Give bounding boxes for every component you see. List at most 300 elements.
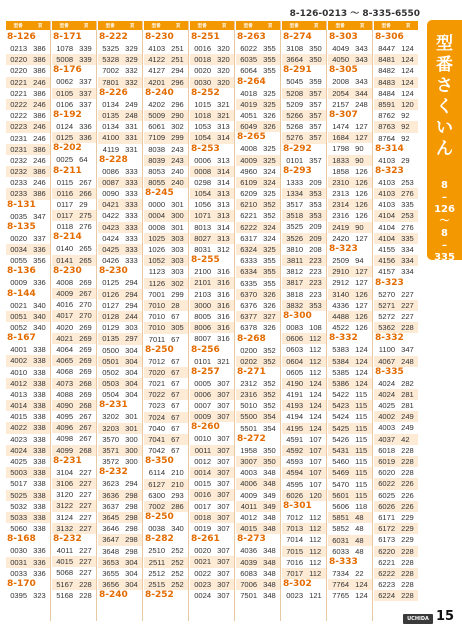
model-number: 2316 xyxy=(332,211,350,221)
page-reference: 313 xyxy=(217,155,230,165)
index-row xyxy=(282,300,326,311)
model-number: 0012 xyxy=(194,456,212,466)
page-reference: 249 xyxy=(401,412,414,422)
page-reference: 338 xyxy=(33,356,46,366)
index-row xyxy=(144,255,188,266)
index-row xyxy=(144,479,188,490)
index-row xyxy=(52,88,96,99)
index-row xyxy=(52,277,96,288)
page-reference: 67 xyxy=(171,435,180,444)
index-row xyxy=(190,210,234,221)
page-reference: 355 xyxy=(263,278,276,288)
model-list xyxy=(144,523,188,534)
page-reference: 357 xyxy=(309,110,322,120)
page-reference: 301 xyxy=(125,423,138,433)
index-row xyxy=(98,188,142,199)
model-number: 8482 xyxy=(378,66,396,76)
index-row xyxy=(52,177,96,188)
column-header-label: 頁 xyxy=(221,22,227,28)
page-reference: 228 xyxy=(401,445,414,455)
model-list xyxy=(6,233,50,267)
page-reference: 275 xyxy=(79,211,92,221)
index-row xyxy=(190,378,234,389)
page-reference: 301 xyxy=(171,222,184,232)
page-reference: 350 xyxy=(309,55,322,65)
index-row xyxy=(374,322,418,333)
page-reference: 333 xyxy=(125,211,138,221)
model-number: 1100 xyxy=(378,345,396,355)
page-reference: 320 xyxy=(217,66,230,76)
index-row xyxy=(374,188,418,199)
index-row xyxy=(282,367,326,378)
page-reference: 307 xyxy=(217,389,230,399)
page-reference: 298 xyxy=(125,546,138,556)
page-reference: 209 xyxy=(309,222,322,232)
page-reference: 338 xyxy=(33,445,46,455)
index-row xyxy=(144,65,188,76)
page-reference: 350 xyxy=(263,457,276,466)
model-number: 4122 xyxy=(148,55,166,65)
model-list xyxy=(282,155,326,166)
model-number: 3104 xyxy=(56,467,74,477)
model-number: 0017 xyxy=(194,501,212,511)
model-list xyxy=(374,177,418,278)
model-number: 4067 xyxy=(378,356,396,366)
model-number: 0231 xyxy=(10,144,28,154)
page-reference: 124 xyxy=(355,356,368,366)
page-reference: 355 xyxy=(263,66,276,76)
index-row xyxy=(236,356,280,367)
index-row xyxy=(98,478,142,489)
model-prefix-heading: 8-126 xyxy=(7,32,36,42)
page-reference: 313 xyxy=(217,122,230,132)
model-number: 4039 xyxy=(240,557,258,567)
page-reference: 269 xyxy=(79,367,92,377)
column-divider xyxy=(142,21,143,621)
model-number: 8762 xyxy=(378,111,396,121)
index-row xyxy=(98,121,142,132)
index-row xyxy=(374,289,418,300)
page-reference: 352 xyxy=(263,211,276,221)
model-number: 4104 xyxy=(378,211,396,221)
column-divider xyxy=(280,21,281,621)
page-reference: 320 xyxy=(217,55,230,65)
model-number: 1054 xyxy=(194,133,212,143)
model-prefix-heading: 8-314 xyxy=(375,143,404,154)
index-row xyxy=(98,144,142,155)
model-number: 8447 xyxy=(378,44,396,53)
index-row xyxy=(52,121,96,132)
model-number: 6376 xyxy=(240,300,258,310)
index-row xyxy=(6,155,50,166)
index-row xyxy=(374,222,418,233)
page-reference: 340 xyxy=(171,524,184,534)
model-number: 5060 xyxy=(10,524,28,534)
model-number: 6209 xyxy=(240,189,258,199)
model-number: 4090 xyxy=(56,400,74,410)
index-row xyxy=(6,557,50,568)
page-reference: 335 xyxy=(401,233,414,243)
model-number: 0019 xyxy=(194,523,212,533)
page-reference: 336 xyxy=(33,278,46,288)
index-row xyxy=(190,556,234,567)
page-reference: 248 xyxy=(355,99,368,109)
model-number: 0124 xyxy=(56,121,74,131)
page-reference: 338 xyxy=(33,423,46,433)
page-reference: 240 xyxy=(171,178,184,188)
model-number: 7765 xyxy=(332,591,350,601)
page-reference: 326 xyxy=(263,323,276,333)
model-number: 4119 xyxy=(102,144,120,154)
index-row xyxy=(144,289,188,300)
page-reference: 324 xyxy=(263,177,276,187)
model-number: 4595 xyxy=(286,479,304,489)
index-row xyxy=(236,378,280,389)
index-row xyxy=(6,411,50,422)
model-prefix-heading: 8-245 xyxy=(145,188,174,199)
page-reference: 334 xyxy=(401,245,414,254)
index-row xyxy=(190,266,234,277)
index-row xyxy=(144,356,188,367)
index-row xyxy=(282,289,326,300)
model-prefix-heading: 8-264 xyxy=(237,76,266,87)
index-row xyxy=(328,501,372,512)
page-reference: 386 xyxy=(33,88,46,98)
page-reference: 249 xyxy=(125,99,138,109)
page-reference: 303 xyxy=(171,233,184,243)
page-reference: 267 xyxy=(79,434,92,444)
index-row xyxy=(144,99,188,110)
model-number: 6300 xyxy=(148,490,166,500)
model-number: 5208 xyxy=(286,88,304,98)
page-reference: 126 xyxy=(355,177,368,187)
page-reference: 334 xyxy=(401,267,414,277)
model-number: 8013 xyxy=(194,222,212,232)
page-reference: 348 xyxy=(263,568,276,578)
model-number: 6026 xyxy=(378,501,396,511)
model-number: 8591 xyxy=(378,99,396,109)
model-number: 0005 xyxy=(194,378,212,388)
index-row xyxy=(236,557,280,568)
index-row xyxy=(328,289,372,300)
model-number: 0083 xyxy=(286,322,304,332)
index-row xyxy=(374,65,418,76)
model-number: 5500 xyxy=(240,412,258,422)
page-reference: 325 xyxy=(263,99,276,109)
page-reference: 294 xyxy=(125,278,138,288)
section-tab-range-part: – xyxy=(442,240,447,251)
column-header xyxy=(98,21,142,30)
index-row xyxy=(98,501,142,512)
model-number: 5426 xyxy=(332,434,350,444)
page-reference: 307 xyxy=(217,523,230,533)
page-reference: 112 xyxy=(309,367,322,377)
index-row xyxy=(282,132,326,143)
index-row xyxy=(282,99,326,110)
model-number: 5386 xyxy=(332,378,350,388)
model-number: 7001 xyxy=(148,289,166,299)
model-number: 0220 xyxy=(10,55,28,65)
model-number: 1333 xyxy=(286,177,304,187)
index-row xyxy=(328,266,372,277)
model-prefix-heading: 8-302 xyxy=(283,579,312,590)
model-number: 0202 xyxy=(240,356,258,366)
index-row xyxy=(282,389,326,400)
index-row xyxy=(328,311,372,322)
page-reference: 293 xyxy=(171,490,184,500)
model-list xyxy=(190,433,234,534)
model-number: 4036 xyxy=(240,546,258,556)
column-header-label: 頁 xyxy=(83,22,89,28)
page-reference: 338 xyxy=(33,479,46,489)
model-number: 6324 xyxy=(240,245,258,254)
index-row xyxy=(98,166,142,177)
page-reference: 48 xyxy=(355,535,364,545)
index-row xyxy=(144,568,188,579)
page-reference: 294 xyxy=(125,479,138,489)
page-reference: 269 xyxy=(79,389,92,399)
model-prefix-heading: 8-214 xyxy=(53,232,82,243)
page-reference: 126 xyxy=(355,166,368,176)
column-header-label: 型番 xyxy=(59,22,69,28)
model-number: 4011 xyxy=(240,501,258,511)
model-number: 7017 xyxy=(286,568,304,578)
model-number: 1054 xyxy=(194,189,212,199)
section-tab xyxy=(427,20,462,263)
index-row xyxy=(144,545,188,556)
page-reference: 338 xyxy=(33,501,46,511)
page-reference: 127 xyxy=(355,278,368,288)
model-list xyxy=(144,356,188,457)
model-prefix-heading: 8-176 xyxy=(53,65,82,76)
model-number: 4008 xyxy=(56,277,74,287)
model-prefix-heading: 8-171 xyxy=(53,32,82,42)
model-number: 6377 xyxy=(240,312,258,322)
model-number: 3518 xyxy=(286,211,304,221)
index-row xyxy=(190,445,234,456)
model-number: 5606 xyxy=(332,501,350,511)
model-number: 7002 xyxy=(148,501,166,511)
page-reference: 352 xyxy=(263,200,276,210)
page-reference: 386 xyxy=(33,44,46,53)
index-row xyxy=(374,546,418,557)
page-reference: 352 xyxy=(263,345,276,355)
model-number: 3817 xyxy=(286,278,304,288)
model-number: 0141 xyxy=(56,255,74,265)
model-number: 7024 xyxy=(148,412,166,422)
page-reference: 268 xyxy=(79,378,92,388)
index-row xyxy=(98,65,142,76)
model-list xyxy=(190,378,234,423)
model-number: 4592 xyxy=(286,446,304,455)
page-reference: 270 xyxy=(79,300,92,310)
model-number: 0501 xyxy=(102,356,120,366)
model-number: 6172 xyxy=(378,524,396,534)
page-reference: 290 xyxy=(171,110,184,120)
column-header-label: 型番 xyxy=(243,22,253,28)
index-row xyxy=(52,310,96,321)
page-reference: 251 xyxy=(171,55,184,65)
index-row xyxy=(236,244,280,255)
page-reference: 353 xyxy=(309,200,322,210)
model-number: 0018 xyxy=(194,512,212,522)
index-row xyxy=(98,423,142,434)
page-reference: 210 xyxy=(171,468,184,478)
model-number: 2054 xyxy=(332,88,350,98)
model-prefix-heading: 8-291 xyxy=(283,65,312,76)
index-row xyxy=(190,400,234,411)
model-number: 4127 xyxy=(148,66,166,76)
index-row xyxy=(52,333,96,344)
model-number: 4012 xyxy=(240,512,258,522)
model-number: 4593 xyxy=(286,457,304,467)
index-row xyxy=(282,490,326,501)
model-prefix-heading: 8-232 xyxy=(99,467,128,478)
model-prefix-heading: 8-232 xyxy=(53,533,82,544)
index-row xyxy=(6,65,50,76)
model-number: 3664 xyxy=(286,55,304,65)
model-list xyxy=(144,467,188,512)
model-number: 0605 xyxy=(286,367,304,377)
model-number: 7040 xyxy=(148,423,166,433)
model-list xyxy=(52,243,96,265)
page-reference: 124 xyxy=(355,367,368,377)
page-reference: 336 xyxy=(33,546,46,556)
model-list xyxy=(98,478,142,590)
page-reference: 316 xyxy=(217,267,230,277)
section-tab-title-char: く xyxy=(436,97,453,117)
index-row xyxy=(282,110,326,121)
page-reference: 329 xyxy=(125,44,138,53)
model-number: 6033 xyxy=(332,546,350,556)
section-tab-range-part: 8 xyxy=(441,180,448,191)
page-reference: 316 xyxy=(217,323,230,333)
index-row xyxy=(328,411,372,422)
model-number: 4024 xyxy=(378,378,396,388)
page-reference: 357 xyxy=(309,122,322,132)
page-reference: 386 xyxy=(33,144,46,154)
model-number: 3646 xyxy=(102,524,120,534)
model-number: 0022 xyxy=(194,568,212,578)
model-number: 0010 xyxy=(194,434,212,444)
page-reference: 343 xyxy=(355,55,368,65)
model-number: 1078 xyxy=(56,44,74,53)
model-number: 0115 xyxy=(56,177,74,187)
model-number: 0007 xyxy=(194,401,212,411)
index-row xyxy=(190,467,234,478)
index-row xyxy=(190,244,234,255)
model-number: 4103 xyxy=(378,200,396,210)
index-row xyxy=(328,535,372,546)
page-reference: 294 xyxy=(125,289,138,299)
page-reference: 307 xyxy=(217,401,230,411)
page-reference: 357 xyxy=(309,99,322,109)
model-prefix-heading: 8-211 xyxy=(53,165,82,176)
model-prefix-heading: 8-273 xyxy=(237,534,266,545)
page-reference: 127 xyxy=(355,233,368,243)
model-number: 4019 xyxy=(240,99,258,109)
model-number: 6049 xyxy=(240,122,258,132)
index-row xyxy=(328,199,372,210)
page-reference: 228 xyxy=(401,557,414,567)
model-list xyxy=(328,344,372,557)
model-list xyxy=(236,545,280,601)
index-row xyxy=(190,389,234,400)
page-reference: 316 xyxy=(217,334,230,344)
model-number: 5424 xyxy=(332,412,350,422)
index-row xyxy=(190,501,234,512)
index-row xyxy=(98,411,142,422)
model-number: 6334 xyxy=(240,267,258,277)
model-number: 8484 xyxy=(378,88,396,98)
index-row xyxy=(374,467,418,478)
model-number: 5033 xyxy=(10,512,28,522)
page-reference: 252 xyxy=(171,557,184,567)
index-row xyxy=(328,579,372,590)
column-header-label: 頁 xyxy=(129,22,135,28)
model-prefix-heading: 8-136 xyxy=(7,266,36,277)
column-divider xyxy=(50,21,51,621)
model-prefix-heading: 8-170 xyxy=(7,578,36,589)
index-row xyxy=(144,434,188,445)
model-number: 6083 xyxy=(240,568,258,578)
index-row xyxy=(190,177,234,188)
model-number: 4157 xyxy=(378,267,396,277)
model-number: 3812 xyxy=(286,267,304,277)
model-number: 3007 xyxy=(240,457,258,466)
model-prefix-heading: 8-251 xyxy=(191,32,220,42)
model-prefix-heading: 8-301 xyxy=(283,500,312,511)
index-row xyxy=(190,99,234,110)
model-prefix-heading: 8-272 xyxy=(237,433,266,444)
model-number: 7501 xyxy=(240,591,258,601)
page-reference: 307 xyxy=(217,412,230,422)
model-number: 8763 xyxy=(378,122,396,132)
index-row xyxy=(190,65,234,76)
page-reference: 300 xyxy=(171,211,184,221)
page-reference: 90 xyxy=(355,155,364,165)
model-number: 6025 xyxy=(378,490,396,500)
model-number: 3108 xyxy=(286,44,304,53)
model-number: 4009 xyxy=(240,155,258,165)
index-row xyxy=(6,378,50,389)
model-number: 3648 xyxy=(102,546,120,556)
index-row xyxy=(98,378,142,389)
index-row xyxy=(144,490,188,501)
page-reference: 267 xyxy=(79,412,92,422)
index-row xyxy=(98,99,142,110)
model-list xyxy=(6,211,50,222)
model-number: 0502 xyxy=(102,367,120,377)
model-number: 5209 xyxy=(286,99,304,109)
index-row xyxy=(6,300,50,311)
page-reference: 246 xyxy=(33,178,46,188)
model-number: 2420 xyxy=(332,233,350,243)
index-row xyxy=(98,233,142,244)
page-reference: 325 xyxy=(263,245,276,254)
model-number: 4024 xyxy=(10,445,28,455)
model-prefix-heading: 8-282 xyxy=(145,534,174,545)
page-reference: 246 xyxy=(33,155,46,165)
page-reference: 302 xyxy=(171,278,184,288)
index-row xyxy=(144,389,188,400)
model-number: 8005 xyxy=(194,311,212,321)
index-row xyxy=(236,490,280,501)
model-number: 3571 xyxy=(102,446,120,455)
model-prefix-heading: 8-263 xyxy=(237,32,266,42)
column-header-label: 型番 xyxy=(13,22,23,28)
page-reference: 348 xyxy=(263,524,276,534)
